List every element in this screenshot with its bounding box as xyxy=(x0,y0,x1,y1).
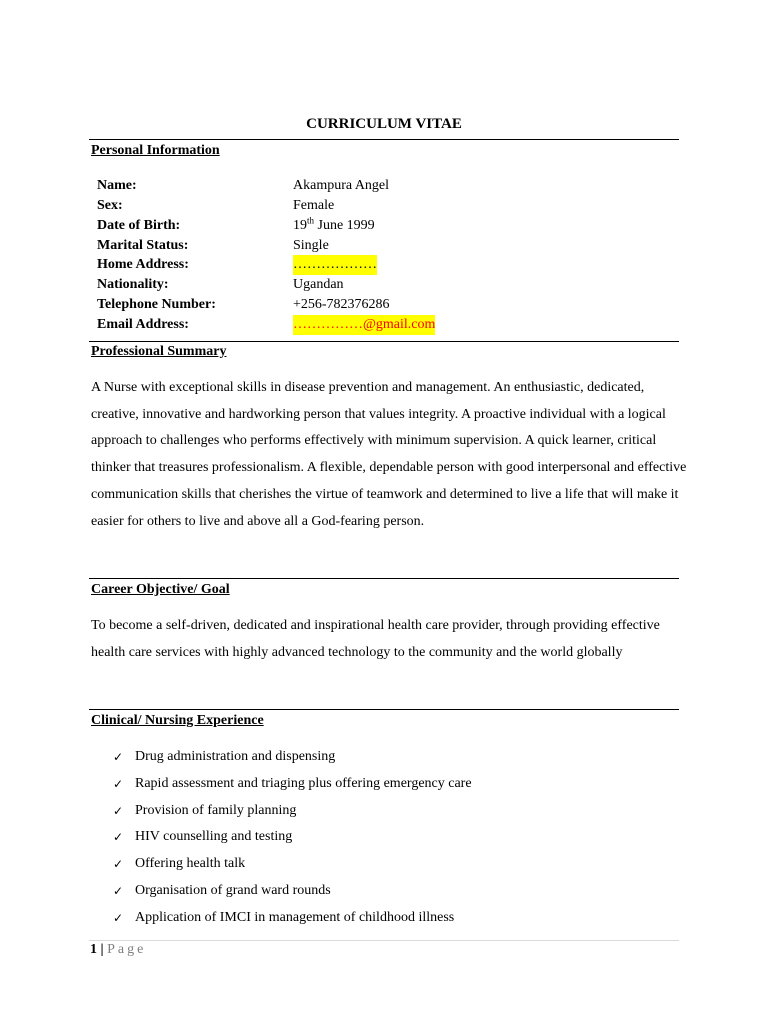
list-item xyxy=(113,851,472,878)
info-row-address xyxy=(97,255,435,275)
info-label: Name: xyxy=(97,178,137,193)
list-item-text: Application of IMCI in management of childhood illness xyxy=(135,909,455,925)
info-label: Sex: xyxy=(97,197,123,213)
checkmark-icon: ✓ xyxy=(113,830,124,845)
list-item xyxy=(113,824,472,851)
list-item-text: Organisation of grand ward rounds xyxy=(135,882,331,898)
checkmark-icon: ✓ xyxy=(113,750,124,764)
list-item-text: Offering health talk xyxy=(135,856,246,872)
divider xyxy=(89,578,679,579)
info-label: Marital Status: xyxy=(97,237,189,253)
info-value xyxy=(293,216,375,236)
info-row-marital xyxy=(97,236,435,256)
checkmark-icon: ✓ xyxy=(113,857,124,872)
checkmark-icon: ✓ xyxy=(113,883,124,898)
list-item-text: HIV counselling and testing xyxy=(135,829,293,845)
list-item-text: Drug administration and dispensing xyxy=(135,749,336,764)
professional-summary-text: A Nurse with exceptional skills in disease prevention and management. An enthusiastic, dedicated, creative, innovative and hardworking person that values integrity. A proactive individual with a logical approach to challenges who performs effectively with minimum supervision. A quick learner, critical thinker that treasures professionalism. A flexible, dependable person with good interpersonal and effective communication skills that cherishes the virtue of teamwork and determined to live a life that will make it easier for others to live and above all a God-fearing person. xyxy=(91,380,687,529)
footer-divider xyxy=(89,940,679,941)
info-value: Akampura Angel xyxy=(293,178,390,193)
info-label: Nationality: xyxy=(97,277,169,293)
divider xyxy=(89,139,679,140)
list-item xyxy=(113,905,472,932)
divider xyxy=(89,341,679,342)
page-footer xyxy=(90,942,146,958)
list-item-text: Provision of family planning xyxy=(135,802,297,818)
info-value: +256-782376286 xyxy=(293,297,390,313)
checkmark-icon: ✓ xyxy=(113,910,124,925)
list-item xyxy=(113,878,472,905)
professional-summary-heading: Professional Summary xyxy=(91,344,227,359)
career-objective-text: To become a self-driven, dedicated and inspirational health care provider, through providing effective health care services with highly advanced technology to the community and the world globally xyxy=(91,618,660,660)
list-item-text: Rapid assessment and triaging plus offering emergency care xyxy=(135,775,472,791)
info-row-name xyxy=(97,176,435,196)
personal-info-heading: Personal Information xyxy=(91,143,220,158)
info-value: Ugandan xyxy=(293,277,344,293)
info-value: Female xyxy=(293,197,335,213)
list-item xyxy=(113,798,472,825)
info-row-dob xyxy=(97,216,435,236)
info-row-sex xyxy=(97,196,435,216)
info-label: Telephone Number: xyxy=(97,297,216,313)
dob-rest: June 1999 xyxy=(314,217,375,233)
divider xyxy=(89,709,679,710)
info-row-email xyxy=(97,315,435,335)
checkmark-icon: ✓ xyxy=(113,803,124,818)
info-row-telephone xyxy=(97,295,435,315)
list-item xyxy=(113,744,472,771)
info-value-highlighted: ……………… xyxy=(293,255,377,275)
info-row-nationality xyxy=(97,275,435,295)
info-value: Single xyxy=(293,237,329,253)
document-title: CURRICULUM VITAE xyxy=(306,116,462,132)
checkmark-icon: ✓ xyxy=(113,776,124,791)
info-label: Date of Birth: xyxy=(97,217,181,233)
dob-day: 19 xyxy=(293,217,307,233)
career-objective-heading: Career Objective/ Goal xyxy=(91,582,230,597)
personal-info-table xyxy=(97,176,435,335)
page-word: Page xyxy=(107,942,147,957)
experience-list xyxy=(113,744,472,932)
page-separator: | xyxy=(97,942,108,957)
experience-heading: Clinical/ Nursing Experience xyxy=(91,713,264,728)
email-value[interactable]: ……………@gmail.com xyxy=(293,315,435,335)
info-label: Email Address: xyxy=(97,316,189,332)
info-label: Home Address: xyxy=(97,257,189,273)
page-number: 1 xyxy=(90,942,97,957)
dob-suffix: th xyxy=(307,215,315,226)
list-item xyxy=(113,771,472,798)
